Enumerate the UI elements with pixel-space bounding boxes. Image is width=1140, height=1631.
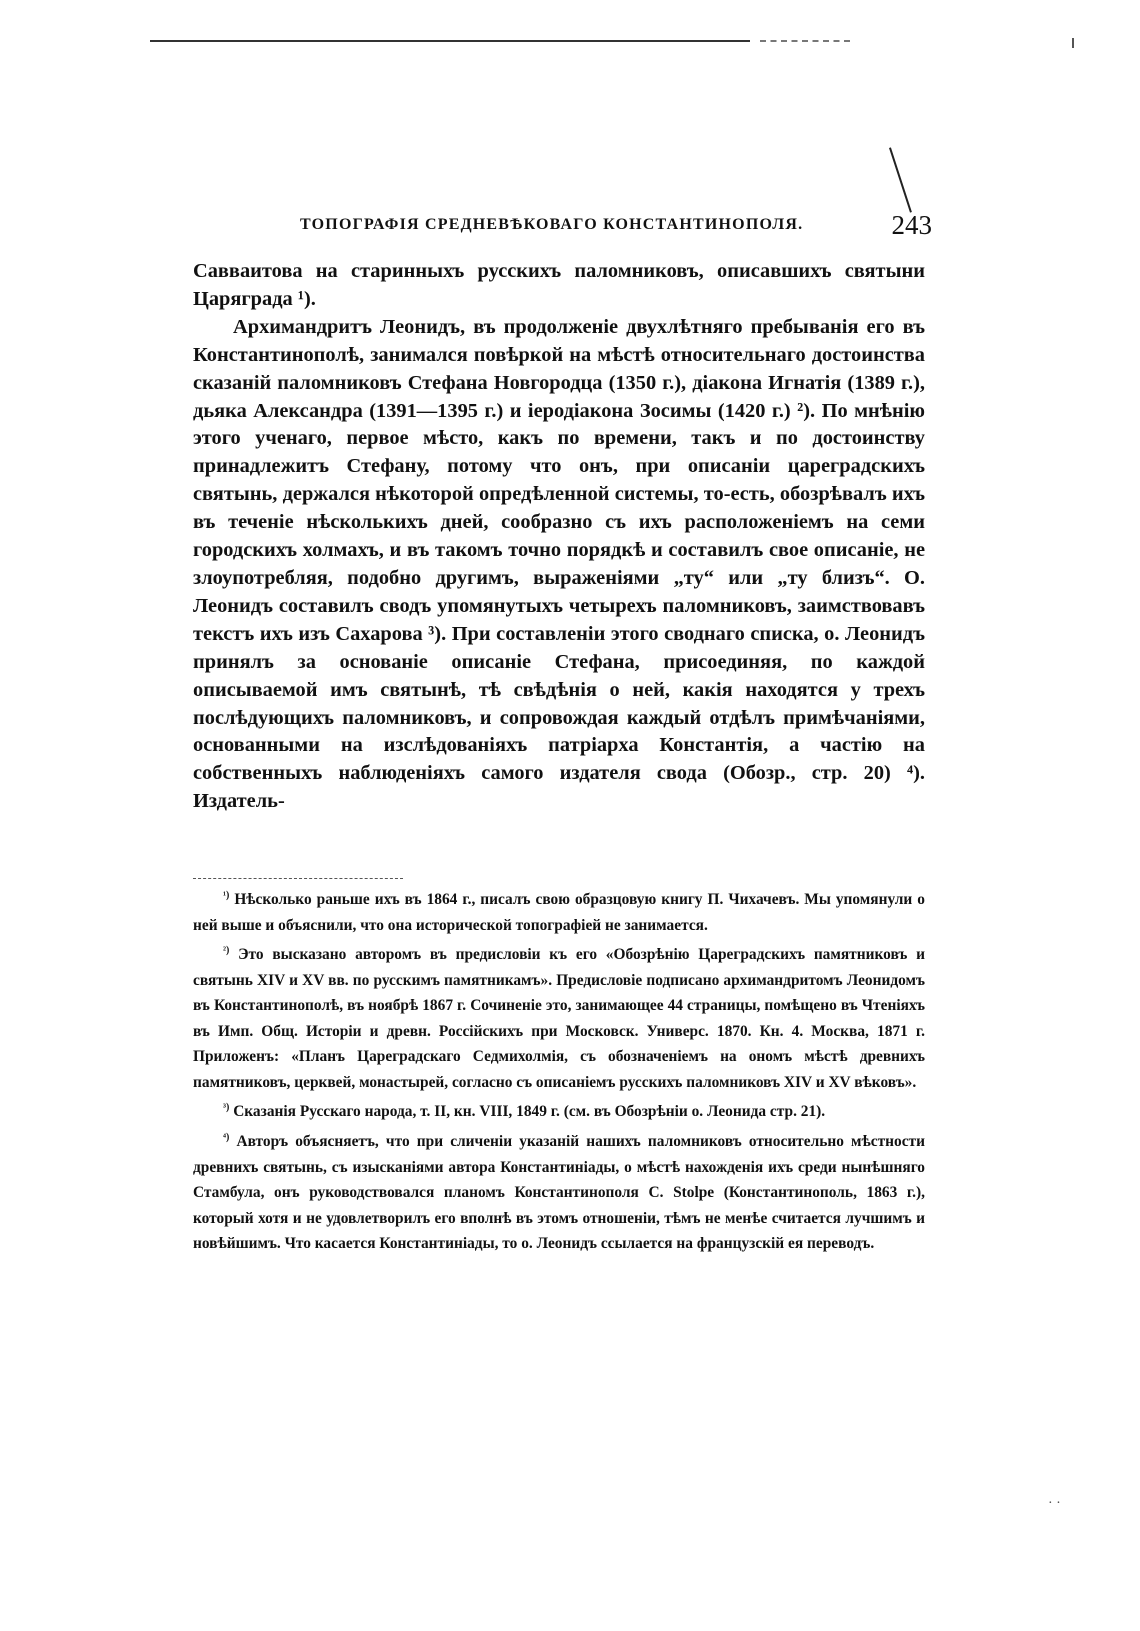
footnote-text: Это высказано авторомъ въ предисловіи къ его «Обозрѣнію Цареградскихъ памятниковъ и святынь XIV и XV вв. по русскимъ памятникамъ». Предисловіе подписано архимандритомъ Леонидомъ въ Константинополѣ, въ ноябрѣ 1867 г. Сочиненіе это, занимающее 44 страницы, помѣщено въ Чтеніяхъ въ Имп. Общ. Исторіи и древн. Россійскихъ при Московск. Универс. 1870. Кн. 4. Москва, 1871 г. Приложенъ: «Планъ Цареградскаго Седмихолмія, съ обозначеніемъ на ономъ мѣстѣ древнихъ памятниковъ, церквей, монастырей, согласно съ описаніемъ русскихъ паломниковъ XIV и XV вѣковъ».: [193, 946, 925, 1091]
footnote-text: Авторъ объясняетъ, что при сличеніи указаній нашихъ паломниковъ относительно мѣстности древнихъ святынь, съ изысканіями автора Константиніады, о мѣстѣ нахожденія ихъ среди нынѣшняго Стамбула, онъ руководствовался планомъ Константинополя C. Stolpe (Константинополь, 1863 г.), который хотя и не удовлетворилъ его вполнѣ въ этомъ отношеніи, тѣмъ не менѣе считается лучшимъ и новѣйшимъ. Что касается Константиніады, то о. Леонидъ ссылается на французскій ея переводъ.: [193, 1133, 925, 1252]
footnote-3: [193, 1095, 925, 1125]
footnote-mark: ²): [223, 945, 230, 957]
footnote-separator: [193, 878, 403, 879]
running-header: [300, 210, 940, 240]
footnote-4: [193, 1125, 925, 1257]
footnotes: [193, 883, 925, 1257]
paragraph-continuation: Савваитова на старинныхъ русскихъ паломниковъ, описавшихъ святыни Царяграда ¹).: [193, 260, 925, 310]
footnote-2: [193, 938, 925, 1095]
footnote-1: [193, 883, 925, 938]
footnote-mark: ³): [223, 1102, 230, 1114]
main-text: [193, 258, 925, 816]
scan-edge-mark: [1072, 38, 1074, 48]
running-title: ТОПОГРАФІЯ СРЕДНЕВѢКОВАГО КОНСТАНТИНОПОЛЯ.: [300, 216, 804, 233]
footnote-text: Сказанія Русскаго народа, т. II, кн. VIII, 1849 г. (см. въ Обозрѣніи о. Леонида стр. 21).: [233, 1103, 826, 1121]
pencil-slash-mark: [889, 147, 912, 212]
footnote-mark: ⁴): [223, 1131, 230, 1143]
footnote-text: Нѣсколько раньше ихъ въ 1864 г., писалъ свою образцовую книгу П. Чихачевъ. Мы упомянули о ней выше и объяснили, что она исторической топографіей не занимается.: [193, 891, 925, 934]
scan-edge-dots: · ·: [1048, 1496, 1061, 1511]
scan-top-dashes: [760, 40, 850, 42]
footnote-mark: ¹): [223, 890, 230, 901]
paragraph-leonid: Архимандритъ Леонидъ, въ продолженіе двухлѣтняго пребыванія его въ Константинополѣ, занимался повѣркой на мѣстѣ относительнаго достоинства сказаній паломниковъ Стефана Новгородца (1350 г.), діакона Игнатія (1389 г.), дьяка Александра (1391—1395 г.) и іеродіакона Зосимы (1420 г.) ²). По мнѣнію этого ученаго, первое мѣсто, какъ по времени, такъ и по достоинству принадлежитъ Стефану, потому что онъ, при описаніи цареградскихъ святынь, держался нѣкоторой опредѣленной системы, то-есть, обозрѣвалъ ихъ въ теченіе нѣсколькихъ дней, сообразно съ ихъ расположеніемъ на семи городскихъ холмахъ, и въ такомъ точно порядкѣ и составилъ свое описаніе, не злоупотребляя, подобно другимъ, выраженіями „ту“ или „ту близъ“. О. Леонидъ составилъ сводъ упомянутыхъ четырехъ паломниковъ, заимствовавъ текстъ ихъ изъ Сахарова ³). При составленіи этого своднаго списка, о. Леонидъ принялъ за основаніе описаніе Стефана, присоединяя, по каждой описываемой имъ святынѣ, тѣ свѣдѣнія о ней, какія находятся у трехъ послѣдующихъ паломниковъ, и сопровождая каждый отдѣлъ примѣчаніями, основанными на изслѣдованіяхъ патріарха Константія, а частію на собственныхъ наблюденіяхъ самого издателя свода (Обозр., стр. 20) ⁴). Издатель-: [193, 315, 925, 813]
scan-top-rule: [150, 40, 750, 42]
page-number: 243: [891, 210, 932, 240]
